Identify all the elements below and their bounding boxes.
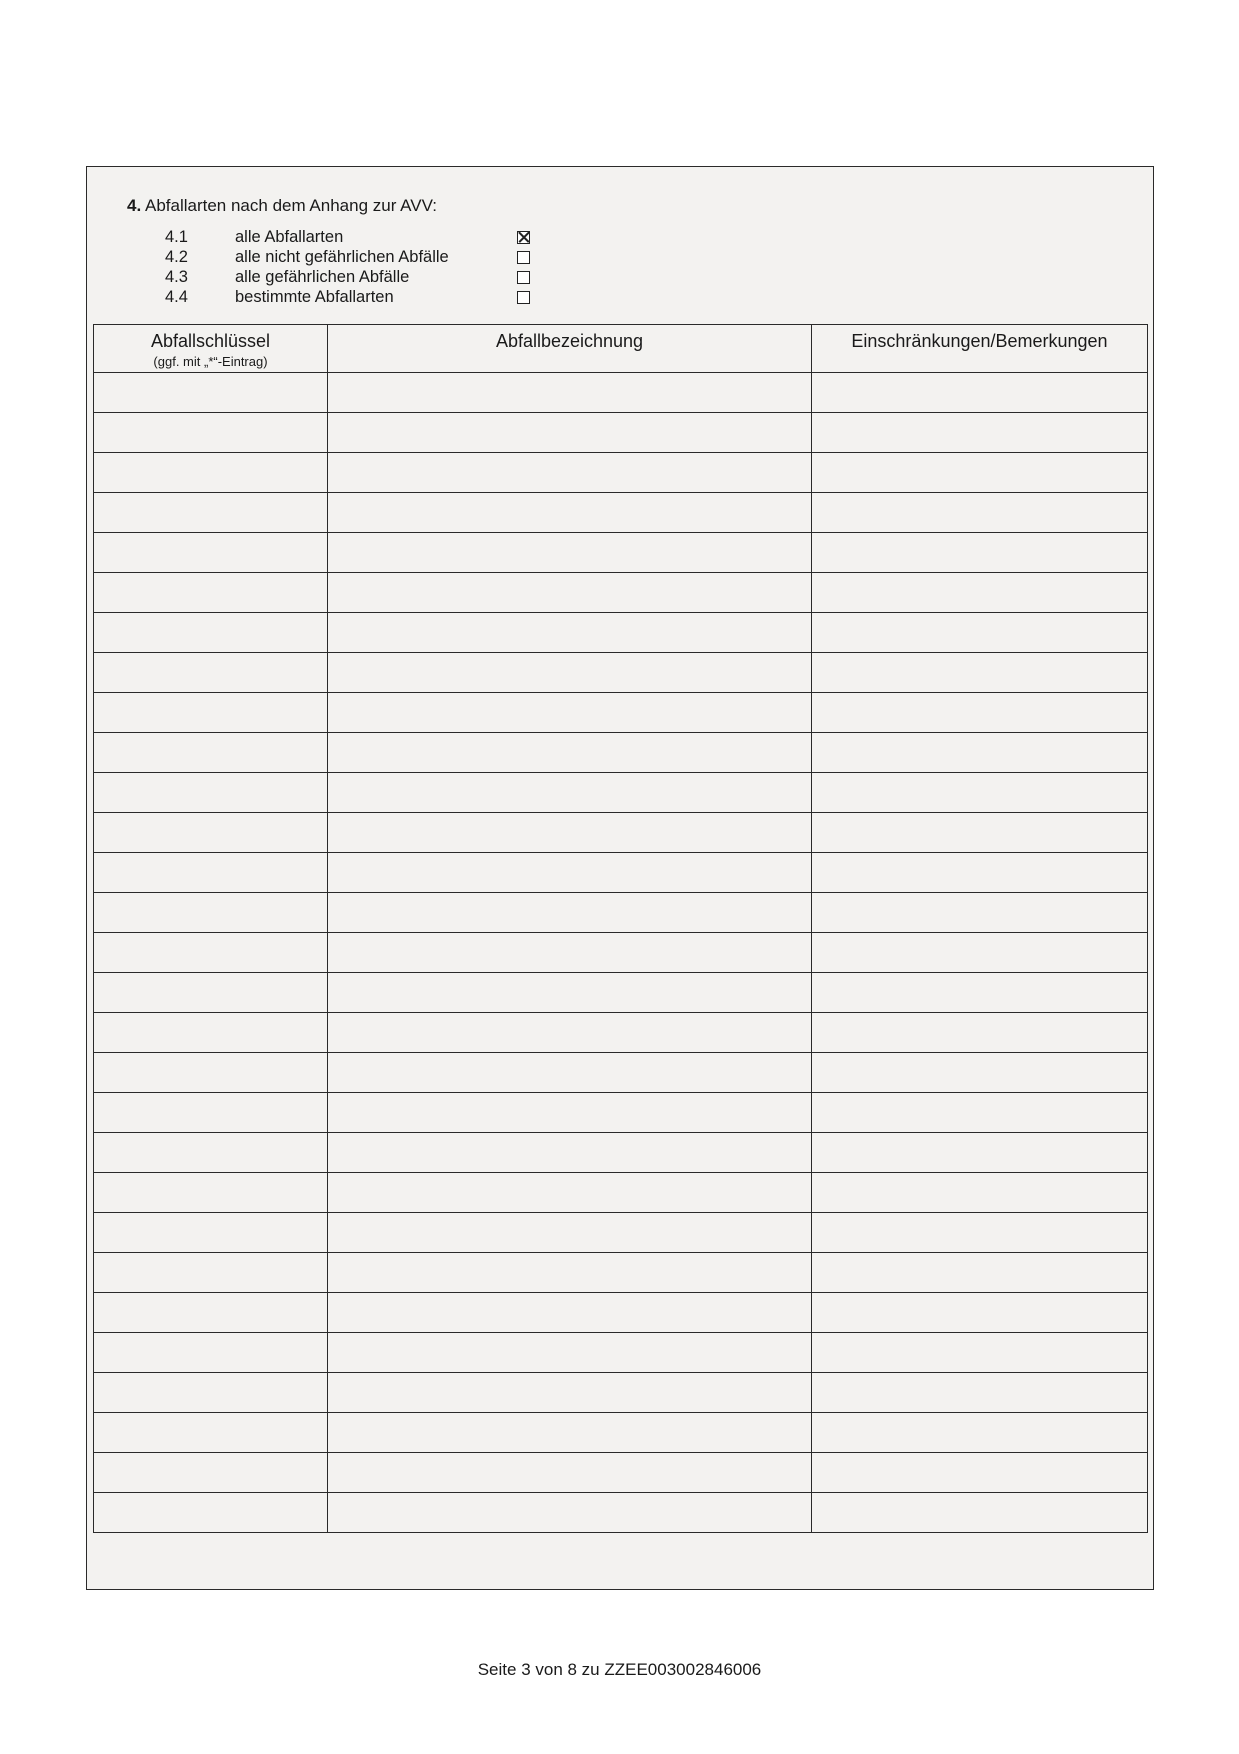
option-label: alle gefährlichen Abfälle <box>235 267 410 286</box>
cell-remarks[interactable] <box>812 1053 1148 1093</box>
table-row <box>94 533 1148 573</box>
cell-remarks[interactable] <box>812 1253 1148 1293</box>
cell-waste-name[interactable] <box>328 533 812 573</box>
cell-remarks[interactable] <box>812 933 1148 973</box>
cell-waste-key[interactable] <box>94 1253 328 1293</box>
cell-waste-name[interactable] <box>328 1213 812 1253</box>
table-row <box>94 1493 1148 1533</box>
cell-waste-key[interactable] <box>94 1293 328 1333</box>
table-row <box>94 973 1148 1013</box>
table-row <box>94 733 1148 773</box>
cell-waste-key[interactable] <box>94 853 328 893</box>
option-checkbox[interactable] <box>517 231 530 244</box>
cell-waste-key[interactable] <box>94 1493 328 1533</box>
table-row <box>94 1173 1148 1213</box>
cell-remarks[interactable] <box>812 493 1148 533</box>
cell-waste-key[interactable] <box>94 453 328 493</box>
cell-waste-name[interactable] <box>328 1253 812 1293</box>
cell-waste-name[interactable] <box>328 773 812 813</box>
cell-waste-name[interactable] <box>328 453 812 493</box>
cell-waste-name[interactable] <box>328 693 812 733</box>
table-row <box>94 773 1148 813</box>
cell-waste-name[interactable] <box>328 1453 812 1493</box>
cell-waste-key[interactable] <box>94 973 328 1013</box>
cell-waste-name[interactable] <box>328 613 812 653</box>
cell-remarks[interactable] <box>812 1493 1148 1533</box>
option-number: 4.3 <box>165 267 188 286</box>
table-row <box>94 1373 1148 1413</box>
table-body <box>94 373 1148 1533</box>
cell-waste-name[interactable] <box>328 1373 812 1413</box>
table-row <box>94 373 1148 413</box>
cell-waste-name[interactable] <box>328 853 812 893</box>
cell-waste-name[interactable] <box>328 733 812 773</box>
cell-waste-key[interactable] <box>94 893 328 933</box>
cell-waste-name[interactable] <box>328 1493 812 1533</box>
option-label: bestimmte Abfallarten <box>235 287 394 306</box>
option-label: alle nicht gefährlichen Abfälle <box>235 247 449 266</box>
cell-waste-key[interactable] <box>94 813 328 853</box>
option-row <box>165 247 530 267</box>
table-row <box>94 1133 1148 1173</box>
waste-table <box>93 324 1148 1533</box>
table-row <box>94 1333 1148 1373</box>
cell-waste-name[interactable] <box>328 413 812 453</box>
cell-waste-name[interactable] <box>328 493 812 533</box>
cell-waste-name[interactable] <box>328 1173 812 1213</box>
cell-remarks[interactable] <box>812 733 1148 773</box>
option-number: 4.2 <box>165 247 188 266</box>
table-row <box>94 413 1148 453</box>
cell-remarks[interactable] <box>812 1093 1148 1133</box>
cell-remarks[interactable] <box>812 573 1148 613</box>
header-waste-key <box>94 325 328 373</box>
cell-remarks[interactable] <box>812 1133 1148 1173</box>
table-row <box>94 1253 1148 1293</box>
cell-remarks[interactable] <box>812 1293 1148 1333</box>
table-row <box>94 893 1148 933</box>
table-row <box>94 853 1148 893</box>
cell-remarks[interactable] <box>812 1013 1148 1053</box>
option-number: 4.1 <box>165 227 188 246</box>
cell-remarks[interactable] <box>812 1373 1148 1413</box>
cell-waste-key[interactable] <box>94 1213 328 1253</box>
option-row <box>165 287 530 307</box>
table-row <box>94 693 1148 733</box>
cell-remarks[interactable] <box>812 1333 1148 1373</box>
option-row <box>165 227 530 247</box>
cell-waste-key[interactable] <box>94 733 328 773</box>
cell-remarks[interactable] <box>812 653 1148 693</box>
header-waste-key-label: Abfallschlüssel <box>150 331 271 351</box>
cell-waste-name[interactable] <box>328 1093 812 1133</box>
header-remarks: Einschränkungen/Bemerkungen <box>812 325 1148 373</box>
cell-waste-key[interactable] <box>94 1013 328 1053</box>
table-row <box>94 653 1148 693</box>
cell-waste-name[interactable] <box>328 653 812 693</box>
header-waste-name: Abfallbezeichnung <box>328 325 812 373</box>
table-row <box>94 1453 1148 1493</box>
table-row <box>94 813 1148 853</box>
table-row <box>94 1053 1148 1093</box>
option-label: alle Abfallarten <box>235 227 344 246</box>
option-checkbox[interactable] <box>517 251 530 264</box>
cell-remarks[interactable] <box>812 1213 1148 1253</box>
section-title: Abfallarten nach dem Anhang zur AVV: <box>144 196 438 215</box>
cell-waste-name[interactable] <box>328 1013 812 1053</box>
cell-waste-key[interactable] <box>94 533 328 573</box>
cell-waste-name[interactable] <box>328 573 812 613</box>
table-row <box>94 1213 1148 1253</box>
cell-waste-key[interactable] <box>94 573 328 613</box>
cell-waste-name[interactable] <box>328 1133 812 1173</box>
cell-waste-key[interactable] <box>94 693 328 733</box>
table-row <box>94 493 1148 533</box>
cell-remarks[interactable] <box>812 893 1148 933</box>
cell-remarks[interactable] <box>812 453 1148 493</box>
cell-waste-key[interactable] <box>94 373 328 413</box>
table-row <box>94 1293 1148 1333</box>
cell-waste-name[interactable] <box>328 1333 812 1373</box>
option-row <box>165 267 530 287</box>
page-footer: Seite 3 von 8 zu ZZEE003002846006 <box>477 1660 762 1679</box>
table-row <box>94 573 1148 613</box>
cell-remarks[interactable] <box>812 853 1148 893</box>
cell-waste-name[interactable] <box>328 973 812 1013</box>
cell-waste-name[interactable] <box>328 1413 812 1453</box>
table-row <box>94 1093 1148 1133</box>
cell-remarks[interactable] <box>812 813 1148 853</box>
option-number: 4.4 <box>165 287 188 306</box>
cell-waste-key[interactable] <box>94 1413 328 1453</box>
table-row <box>94 1413 1148 1453</box>
cell-remarks[interactable] <box>812 373 1148 413</box>
table-row <box>94 933 1148 973</box>
cell-remarks[interactable] <box>812 1173 1148 1213</box>
cell-waste-key[interactable] <box>94 613 328 653</box>
cell-waste-key[interactable] <box>94 413 328 453</box>
option-checkbox[interactable] <box>517 271 530 284</box>
header-waste-key-note: (ggf. mit „*“-Eintrag) <box>153 354 268 369</box>
option-checkbox[interactable] <box>517 291 530 304</box>
cell-waste-key[interactable] <box>94 1453 328 1493</box>
cell-waste-key[interactable] <box>94 1133 328 1173</box>
cell-waste-key[interactable] <box>94 1053 328 1093</box>
cell-waste-key[interactable] <box>94 653 328 693</box>
table-header-row <box>94 325 1148 373</box>
cell-waste-name[interactable] <box>328 1053 812 1093</box>
section-heading <box>127 196 437 216</box>
cell-waste-key[interactable] <box>94 1173 328 1213</box>
cell-remarks[interactable] <box>812 613 1148 653</box>
cell-waste-key[interactable] <box>94 1373 328 1413</box>
cell-remarks[interactable] <box>812 693 1148 733</box>
cell-waste-key[interactable] <box>94 1333 328 1373</box>
cell-waste-key[interactable] <box>94 493 328 533</box>
cell-waste-name[interactable] <box>328 373 812 413</box>
form-frame <box>86 166 1154 1590</box>
cell-remarks[interactable] <box>812 1413 1148 1453</box>
cell-remarks[interactable] <box>812 1453 1148 1493</box>
cell-remarks[interactable] <box>812 533 1148 573</box>
table-row <box>94 1013 1148 1053</box>
section-number: 4. <box>127 196 142 215</box>
cell-waste-name[interactable] <box>328 893 812 933</box>
cell-waste-name[interactable] <box>328 813 812 853</box>
cell-remarks[interactable] <box>812 413 1148 453</box>
cell-remarks[interactable] <box>812 973 1148 1013</box>
table-row <box>94 613 1148 653</box>
cell-remarks[interactable] <box>812 773 1148 813</box>
table-row <box>94 453 1148 493</box>
cell-waste-name[interactable] <box>328 933 812 973</box>
options-list <box>165 227 530 307</box>
cell-waste-key[interactable] <box>94 773 328 813</box>
cell-waste-key[interactable] <box>94 933 328 973</box>
cell-waste-name[interactable] <box>328 1293 812 1333</box>
cell-waste-key[interactable] <box>94 1093 328 1133</box>
